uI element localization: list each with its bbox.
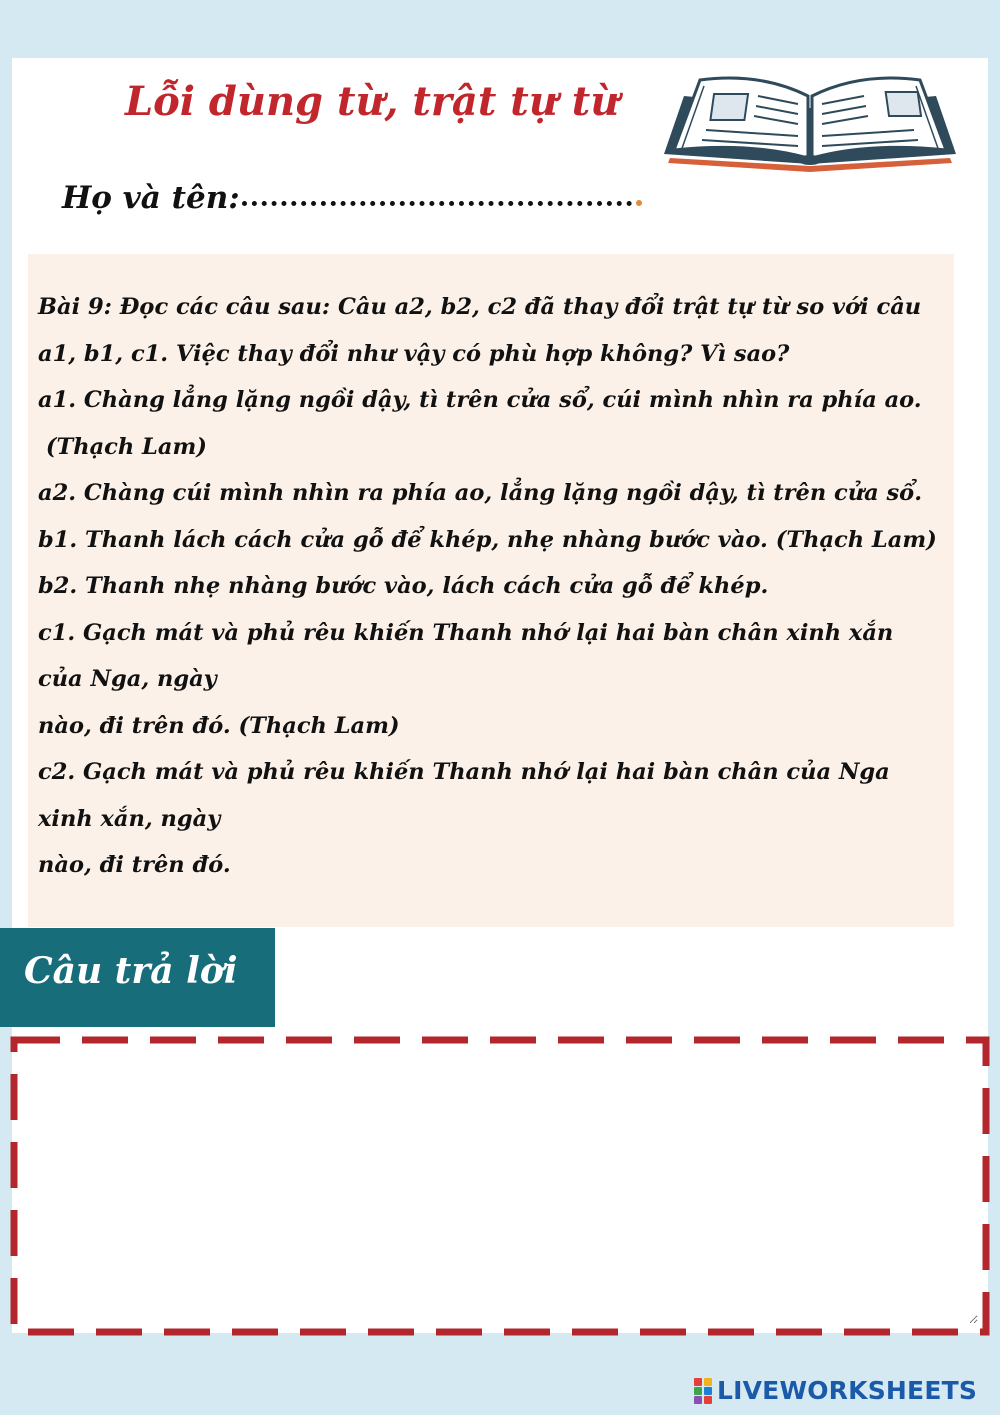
question-line: Bài 9: Đọc các câu sau: Câu a2, b2, c2 đã thay đổi trật tự từ so với câu — [38, 294, 922, 320]
question-line: xinh xắn, ngày — [38, 805, 221, 832]
question-line: (Thạch Lam) — [38, 433, 207, 460]
question-line: a2. Chàng cúi mình nhìn ra phía ao, lẳng lặng ngồi dậy, tì trên cửa sổ. — [38, 480, 923, 506]
footer-logo — [694, 1376, 977, 1408]
question-line: b1. Thanh lách cách cửa gỗ để khép, nhẹ nhàng bước vào. (Thạch Lam) — [38, 526, 937, 553]
name-label-text: Họ và tên: — [62, 180, 240, 216]
name-field-label — [62, 172, 632, 216]
worksheet-title: Lỗi dùng từ, trật tự từ — [125, 78, 620, 125]
question-text — [38, 284, 958, 889]
question-line: của Nga, ngày — [38, 666, 217, 692]
question-line: c1. Gạch mát và phủ rêu khiến Thanh nhớ lại hai bàn chân xinh xắn — [38, 619, 894, 646]
question-line: nào, đi trên đó. (Thạch Lam) — [38, 712, 400, 739]
answer-title: Câu trả lời — [24, 950, 238, 992]
open-book-icon — [660, 66, 960, 176]
question-line: a1. Chàng lẳng lặng ngồi dậy, tì trên cửa sổ, cúi mình nhìn ra phía ao. — [38, 387, 922, 413]
liveworksheets-logo-icon — [694, 1378, 714, 1404]
question-panel — [28, 254, 954, 927]
question-line: nào, đi trên đó. — [38, 852, 231, 878]
question-line: a1, b1, c1. Việc thay đổi như vậy có phù hợp không? Vì sao? — [38, 340, 790, 367]
answer-input[interactable] — [24, 1050, 978, 1324]
question-line: b2. Thanh nhẹ nhàng bước vào, lách cách cửa gỗ để khép. — [38, 573, 769, 599]
answer-header — [0, 928, 275, 1027]
name-dotted-line[interactable] — [242, 170, 632, 206]
question-line: c2. Gạch mát và phủ rêu khiến Thanh nhớ lại hai bàn chân của Nga — [38, 759, 890, 785]
footer-logo-text: LIVEWORKSHEETS — [717, 1376, 978, 1405]
